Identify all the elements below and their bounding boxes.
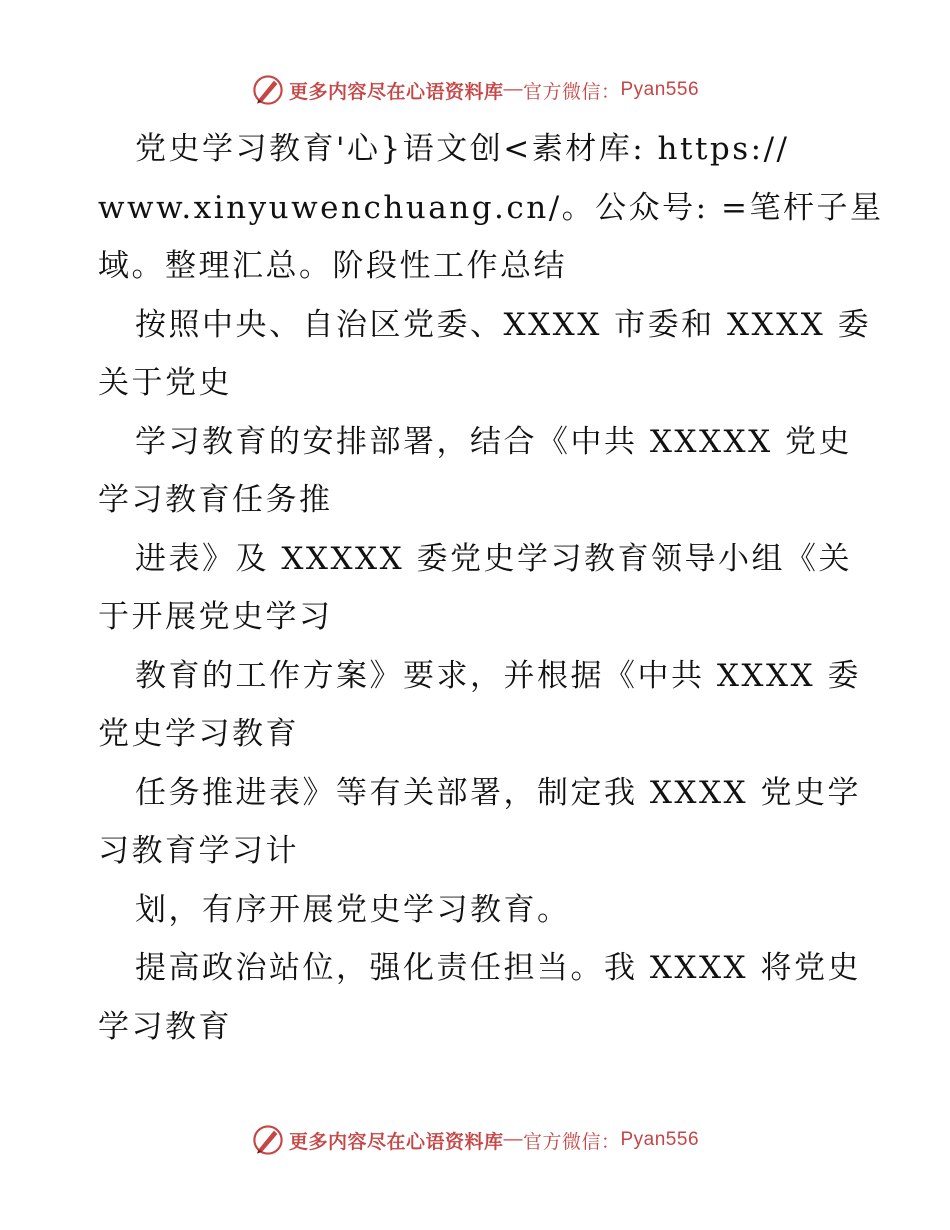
body-line: 党史学习教育'心}语文创<素材库: https:// [135, 131, 790, 167]
header-brand: 更多内容尽在心语资料库 [288, 81, 504, 103]
footer-wechat-handle: Pyan556 [620, 1129, 700, 1150]
footer-separator: — [503, 1129, 523, 1150]
body-line: 域。整理汇总。阶段性工作总结 [98, 248, 567, 284]
document-body [98, 120, 884, 1056]
header-banner [0, 70, 950, 110]
body-line: 关于党史 [98, 365, 232, 401]
body-line: 划，有序开展党史学习教育。 [135, 891, 571, 928]
body-line: 学习教育任务推 [98, 482, 333, 518]
body-line: www.xinyuwenchuang.cn/。公众号: =笔杆子星 [98, 189, 884, 226]
body-line: 学习教育 [98, 1008, 232, 1045]
header-separator: — [503, 79, 523, 100]
footer-banner [0, 1120, 950, 1160]
pen-logo-icon [251, 73, 285, 107]
body-line: 党史学习教育 [98, 716, 299, 752]
body-line: 任务推进表》等有关部署，制定我 XXXX 党史学 [135, 774, 861, 811]
body-line: 学习教育的安排部署，结合《中共 XXXXX 党史 [135, 423, 853, 460]
body-line: 于开展党史学习 [98, 599, 333, 635]
pen-logo-icon [251, 1123, 285, 1157]
body-line: 习教育学习计 [98, 833, 299, 869]
header-wechat-handle: Pyan556 [620, 79, 700, 100]
footer-brand: 更多内容尽在心语资料库 [288, 1131, 504, 1153]
header-contact-label: 官方微信： [522, 81, 621, 103]
body-line: 按照中央、自治区党委、XXXX 市委和 XXXX 委 [135, 306, 872, 343]
body-line: 提高政治站位，强化责任担当。我 XXXX 将党史 [135, 950, 861, 986]
body-line: 教育的工作方案》要求，并根据《中共 XXXX 委 [135, 657, 861, 694]
body-line: 进表》及 XXXXX 委党史学习教育领导小组《关 [135, 540, 853, 577]
footer-contact-label: 官方微信： [522, 1131, 621, 1153]
